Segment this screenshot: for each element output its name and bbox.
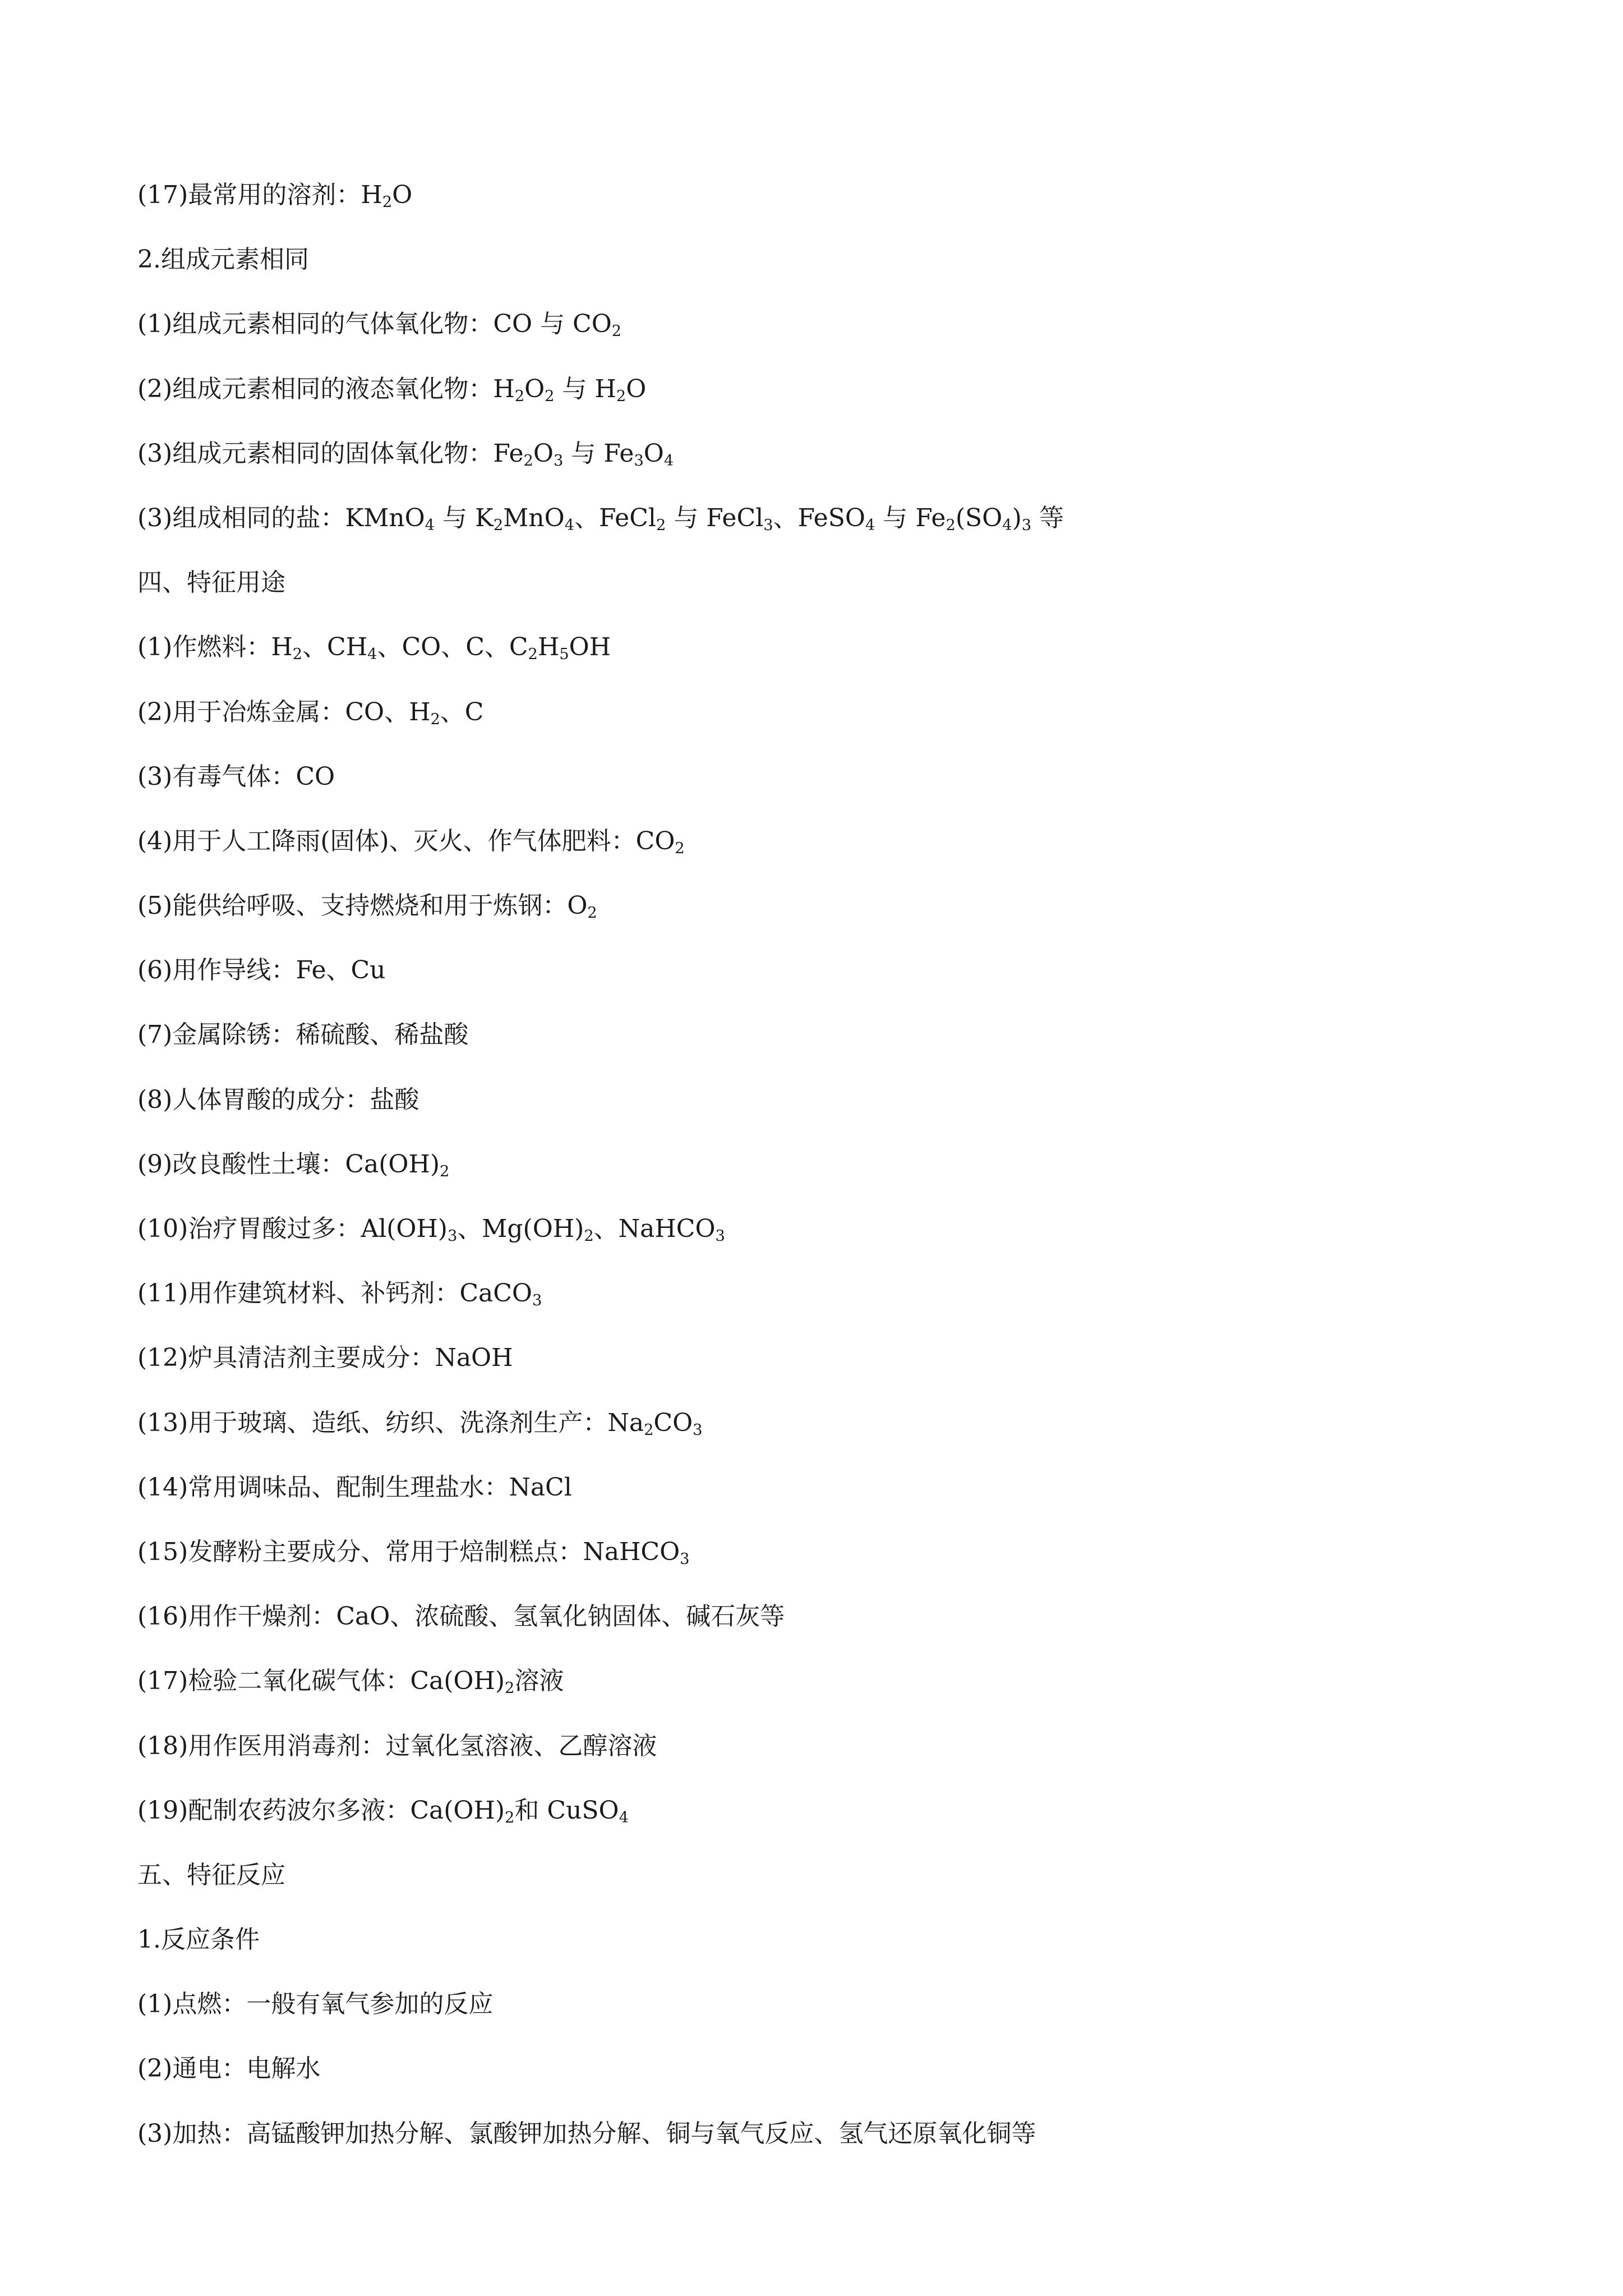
text-line	[137, 1132, 1495, 1197]
text-segment: (16)用作干燥剂：CaO、浓硫酸、氢氧化钠固体、碱石灰等	[137, 1602, 785, 1631]
text-line	[137, 1326, 1495, 1390]
text-line	[137, 1972, 1495, 2036]
text-segment: (17)检验二氧化碳气体：Ca(OH)	[137, 1667, 505, 1696]
text-segment: 和 CuSO	[514, 1796, 619, 1825]
text-segment: 、CO、C、C	[377, 633, 528, 662]
subscript: 4	[1002, 516, 1012, 534]
text-line	[137, 1649, 1495, 1713]
text-line	[137, 615, 1495, 679]
text-segment: (3)组成元素相同的固体氧化物：Fe	[137, 439, 524, 468]
text-line	[137, 1261, 1495, 1326]
text-segment: 2.组成元素相同	[137, 245, 309, 274]
text-segment: O	[643, 439, 664, 468]
text-segment: 五、特征反应	[137, 1860, 285, 1889]
subscript: 2	[528, 646, 538, 664]
text-segment: (9)改良酸性土壤：Ca(OH)	[137, 1149, 440, 1179]
subscript: 4	[564, 516, 575, 534]
text-segment: (2)用于冶炼金属：CO、H	[137, 697, 431, 726]
text-segment: (13)用于玻璃、造纸、纺织、洗涤剂生产：Na	[137, 1408, 644, 1437]
subscript: 3	[634, 452, 644, 470]
text-line	[137, 1068, 1495, 1132]
text-line	[137, 486, 1495, 550]
text-line	[137, 421, 1495, 486]
text-segment: (3)组成相同的盐：KMnO	[137, 503, 425, 532]
text-line	[137, 1714, 1495, 1778]
text-segment: (5)能供给呼吸、支持燃烧和用于炼钢：O	[137, 891, 588, 921]
text-line	[137, 1391, 1495, 1455]
subscript: 2	[644, 1421, 654, 1439]
subscript: 2	[675, 839, 685, 857]
subscript: 2	[493, 516, 504, 534]
subscript: 4	[367, 646, 377, 664]
subscript: 3	[553, 452, 564, 470]
text-segment: (19)配制农药波尔多液：Ca(OH)	[137, 1796, 505, 1825]
text-segment: 等	[1031, 503, 1064, 532]
text-segment: )	[1012, 503, 1022, 532]
text-line	[137, 292, 1495, 356]
subscript: 2	[523, 452, 533, 470]
text-segment: (1)组成元素相同的气体氧化物：CO 与 CO	[137, 310, 612, 339]
subscript: 3	[715, 1227, 725, 1245]
text-line	[137, 1907, 1495, 1972]
text-segment: (14)常用调味品、配制生理盐水：NaCl	[137, 1473, 572, 1502]
text-line	[137, 163, 1495, 227]
subscript: 2	[946, 516, 956, 534]
text-line	[137, 938, 1495, 1002]
text-segment: H	[537, 633, 560, 662]
text-line	[137, 2036, 1495, 2101]
text-segment: O	[392, 181, 413, 209]
text-segment: 与 H	[554, 374, 616, 403]
text-segment: (15)发酵粉主要成分、常用于焙制糕点：NaHCO	[137, 1537, 680, 1566]
text-segment: O	[626, 374, 647, 403]
text-segment: (3)有毒气体：CO	[137, 762, 335, 791]
text-segment: 溶液	[514, 1667, 564, 1696]
text-line	[137, 873, 1495, 938]
subscript: 3	[693, 1421, 703, 1439]
text-segment: (8)人体胃酸的成分：盐酸	[137, 1085, 419, 1114]
text-segment: (7)金属除锈：稀硫酸、稀盐酸	[137, 1020, 469, 1050]
subscript: 2	[440, 1162, 450, 1180]
text-segment: (2)组成元素相同的液态氧化物：H	[137, 374, 515, 403]
text-segment: 、FeCl	[574, 503, 656, 532]
text-segment: (SO	[955, 503, 1003, 532]
text-segment: (1)作燃料：H	[137, 633, 293, 662]
text-segment: (17)最常用的溶剂：H	[137, 181, 382, 209]
text-segment: (11)用作建筑材料、补钙剂：CaCO	[137, 1279, 532, 1308]
text-line	[137, 1843, 1495, 1907]
text-segment: (10)治疗胃酸过多：Al(OH)	[137, 1214, 448, 1243]
text-segment: OH	[569, 633, 611, 662]
subscript: 2	[505, 1809, 515, 1826]
subscript: 2	[611, 323, 622, 341]
document-body	[137, 163, 1495, 2166]
text-segment: (18)用作医用消毒剂：过氧化氢溶液、乙醇溶液	[137, 1731, 657, 1760]
text-segment: (1)点燃：一般有氧气参加的反应	[137, 1990, 494, 2019]
text-segment: 、NaHCO	[593, 1214, 716, 1243]
subscript: 3	[680, 1550, 690, 1568]
subscript: 4	[619, 1809, 629, 1826]
text-line	[137, 550, 1495, 615]
text-line	[137, 809, 1495, 873]
subscript: 3	[532, 1292, 542, 1309]
text-line	[137, 1002, 1495, 1067]
text-segment: CO	[653, 1408, 693, 1437]
text-line	[137, 1778, 1495, 1843]
text-line	[137, 357, 1495, 421]
subscript: 2	[514, 387, 525, 405]
subscript: 2	[656, 516, 666, 534]
text-segment: 与 Fe	[875, 503, 946, 532]
text-segment: MnO	[503, 503, 565, 532]
subscript: 2	[584, 1227, 594, 1245]
subscript: 2	[292, 646, 303, 664]
text-segment: (2)通电：电解水	[137, 2054, 321, 2083]
subscript: 3	[447, 1227, 458, 1245]
text-line	[137, 744, 1495, 809]
text-segment: 、Mg(OH)	[457, 1214, 584, 1243]
subscript: 3	[763, 516, 773, 534]
text-segment: 与 Fe	[563, 439, 634, 468]
text-segment: 、FeSO	[773, 503, 865, 532]
subscript: 5	[559, 646, 569, 664]
text-line	[137, 1197, 1495, 1261]
text-line	[137, 227, 1495, 292]
text-segment: 与 FeCl	[666, 503, 764, 532]
subscript: 3	[1021, 516, 1032, 534]
text-segment: 与 K	[435, 503, 494, 532]
subscript: 2	[545, 387, 555, 405]
subscript: 4	[663, 452, 674, 470]
text-segment: (3)加热：高锰酸钾加热分解、氯酸钾加热分解、铜与氧气反应、氢气还原氧化铜等	[137, 2119, 1036, 2148]
text-segment: 、CH	[302, 633, 368, 662]
subscript: 2	[430, 710, 440, 728]
text-segment: O	[533, 439, 554, 468]
text-segment: 、C	[440, 697, 484, 726]
subscript: 4	[425, 516, 435, 534]
text-segment: 1.反应条件	[137, 1925, 260, 1954]
subscript: 4	[865, 516, 875, 534]
text-line	[137, 1584, 1495, 1649]
text-segment: (6)用作导线：Fe、Cu	[137, 956, 386, 985]
subscript: 2	[382, 193, 393, 211]
text-line	[137, 680, 1495, 744]
text-segment: (12)炉具清洁剂主要成分：NaOH	[137, 1343, 513, 1373]
text-line	[137, 2101, 1495, 2166]
text-segment: 四、特征用途	[137, 568, 285, 597]
subscript: 2	[505, 1680, 515, 1697]
subscript: 2	[587, 904, 597, 922]
text-segment: O	[524, 374, 545, 403]
text-line	[137, 1520, 1495, 1584]
text-segment: (4)用于人工降雨(固体)、灭火、作气体肥料：CO	[137, 826, 675, 855]
text-line	[137, 1455, 1495, 1520]
subscript: 2	[616, 387, 626, 405]
